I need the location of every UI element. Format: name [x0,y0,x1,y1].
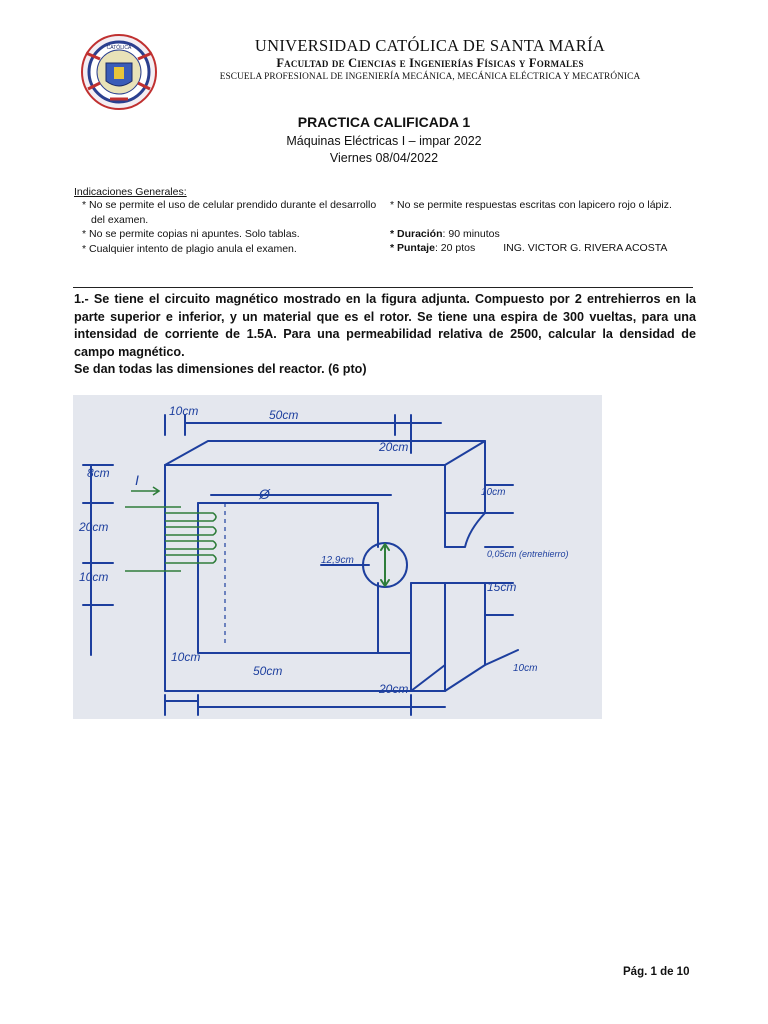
question-1 [74,291,696,379]
score-line: * Puntaje: 20 ptos ING. VICTOR G. RIVERA ACOSTA [390,242,668,254]
page-number: Pág. 1 de 10 [623,966,690,978]
dim-10cm-top: 10cm [169,404,199,418]
divider [73,287,693,288]
dim-10cm-right: 10cm [481,487,506,498]
rotor-diameter-label: 12,9cm [321,555,354,566]
instructions-left [82,198,382,256]
duration-line: * Duración: 90 minutos [390,227,500,240]
dim-10cm-bottom: 10cm [171,650,201,664]
flux-symbol: Ø [259,486,270,502]
university-seal-logo [80,33,158,111]
svg-text:CATÓLICA: CATÓLICA [106,45,132,51]
instruction-item: * No se permite respuestas escritas con lapicero rojo o lápiz. [390,199,672,211]
course-name: Máquinas Eléctricas I – impar 2022 [286,134,482,148]
magnetic-circuit-figure [73,395,602,719]
school-name: ESCUELA PROFESIONAL DE INGENIERÍA MECÁNICA, MECÁNICA ELÉCTRICA Y MECATRÓNICA [219,72,641,82]
instruction-item: * Cualquier intento de plagio anula el examen. [82,242,297,255]
dim-15cm-right: 15cm [487,580,517,594]
circuit-drawing [73,395,602,719]
exam-date: Viernes 08/04/2022 [329,151,439,165]
dim-20cm-left: 20cm [79,520,109,534]
instruction-item: * No se permite copias ni apuntes. Solo tablas. [82,228,300,240]
question-text: 1.- Se tiene el circuito magnético mostrado en la figura adjunta. Compuesto por 2 entrehierros en la parte superior e inferior, y un material que es el rotor. Se tiene una espira de 300 vueltas, para una intensidad de corriente de 1.5A. Para una permeabilidad relativa de 2500, calcular la densidad de campo magnético. [74,292,696,359]
gap-label: 0,05cm (entrehierro) [487,549,569,559]
dim-50cm-top: 50cm [269,408,299,422]
dim-10cm-left: 10cm [79,570,109,584]
dim-50cm-bottom: 50cm [253,664,283,678]
current-label: I [135,472,139,488]
faculty-name: Facultad de Ciencias e Ingenierías Físicas y Formales [276,56,584,70]
exam-title: PRACTICA CALIFICADA 1 [297,114,471,130]
teacher-name: ING. VICTOR G. RIVERA ACOSTA [503,242,668,254]
dim-20cm-bottom: 20cm [379,682,409,696]
dim-20cm-top: 20cm [379,440,409,454]
university-name: UNIVERSIDAD CATÓLICA DE SANTA MARÍA [254,36,606,55]
instructions-heading: Indicaciones Generales: [74,186,187,198]
instructions-right [390,198,700,256]
question-note: Se dan todas las dimensiones del reactor. (6 pto) [74,362,367,376]
dim-8cm: 8cm [87,466,110,480]
instruction-item: * No se permite el uso de celular prendido durante el desarrollo del examen. [82,199,377,226]
dim-10cm-depth: 10cm [513,663,538,674]
